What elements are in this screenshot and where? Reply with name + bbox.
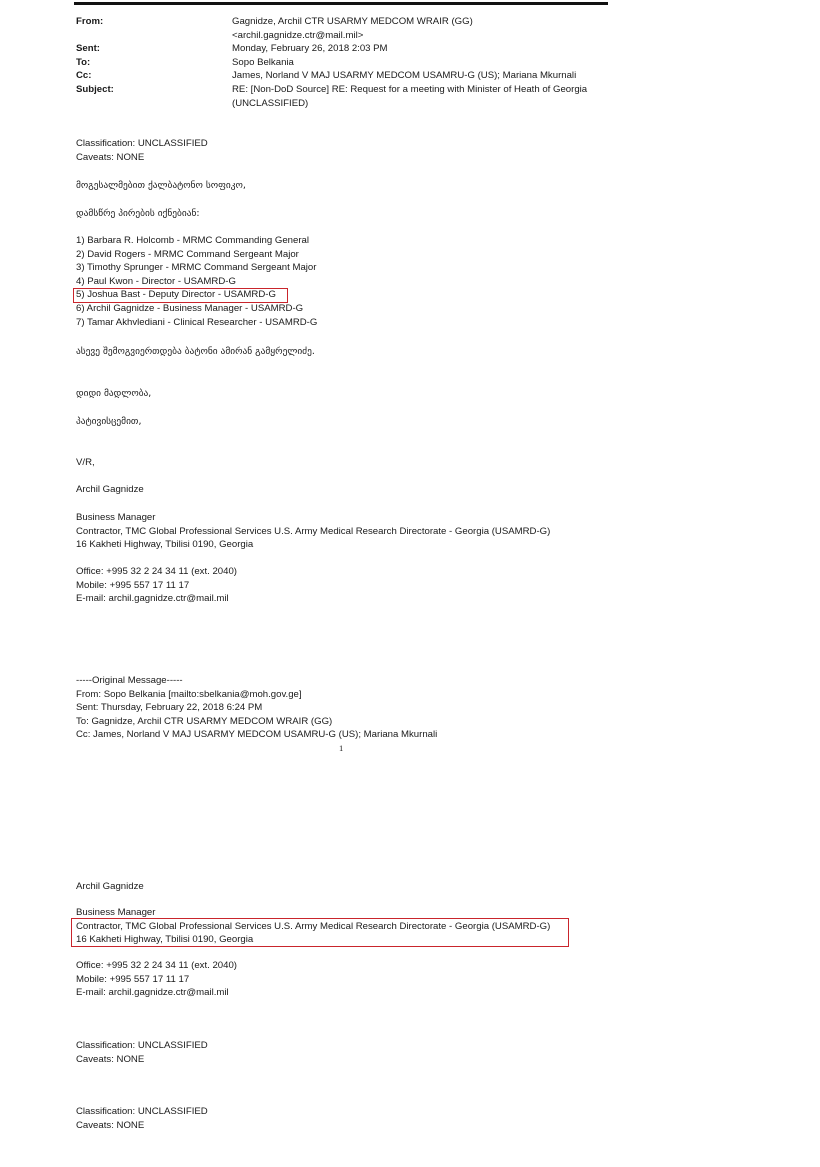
cc-value: James, Norland V MAJ USARMY MEDCOM USAMRU-G (US); Mariana Mkurnali — [232, 70, 577, 82]
signature-block — [76, 511, 636, 552]
page-number: 1 — [339, 743, 344, 753]
caveats-text: Caveats: NONE — [76, 1053, 145, 1065]
from-label: From: — [76, 16, 104, 27]
caveats-text: Caveats: NONE — [76, 151, 145, 163]
classification-text: Classification: UNCLASSIFIED — [76, 138, 208, 149]
signature-org: Contractor, TMC Global Professional Services U.S. Army Medical Research Directorate - Georgia (USAMRD-G) — [76, 525, 551, 537]
caveats-text: Caveats: NONE — [76, 1119, 145, 1131]
cc-label: Cc: — [76, 70, 92, 82]
regards-line: პატივისცემით, — [76, 416, 142, 427]
highlight-box-organization — [71, 918, 569, 947]
to-label: To: — [76, 56, 91, 68]
list-item: 5) Joshua Bast - Deputy Director - USAMRD-G — [76, 289, 276, 301]
sent-value: Monday, February 26, 2018 2:03 PM — [232, 43, 388, 55]
office-phone: Office: +995 32 2 24 34 11 (ext. 2040) — [76, 566, 237, 577]
list-item: 7) Tamar Akhvlediani - Clinical Researcher - USAMRD-G — [76, 316, 318, 328]
thanks-line: დიდი მადლობა, — [76, 388, 152, 399]
contact-block-2 — [76, 959, 636, 1000]
contact-block — [76, 565, 636, 606]
email-address[interactable]: E-mail: archil.gagnidze.ctr@mail.mil — [76, 987, 229, 999]
to-row — [76, 56, 616, 70]
classification-top — [76, 137, 636, 164]
also-attending: ასევე შემოგვიერთდება ბატონი ამირან გამყრელიძე. — [76, 346, 315, 357]
classification-mid — [76, 1039, 636, 1066]
list-item: 1) Barbara R. Holcomb - MRMC Commanding General — [76, 235, 309, 246]
signature-address: 16 Kakheti Highway, Tbilisi 0190, Georgia — [76, 934, 254, 946]
mobile-phone: Mobile: +995 557 17 11 17 — [76, 579, 190, 591]
email-address[interactable]: E-mail: archil.gagnidze.ctr@mail.mil — [76, 593, 229, 605]
signature-title: Business Manager — [76, 512, 156, 523]
classification-text: Classification: UNCLASSIFIED — [76, 1040, 208, 1051]
subject-value-cont: (UNCLASSIFIED) — [232, 97, 309, 109]
from-email[interactable]: <archil.gagnidze.ctr@mail.mil> — [232, 29, 364, 41]
original-sent: Sent: Thursday, February 22, 2018 6:24 PM — [76, 702, 263, 714]
highlight-box-attendee — [73, 288, 288, 303]
signature-name: Archil Gagnidze — [76, 484, 144, 495]
classification-bottom — [76, 1105, 636, 1132]
signature-org: Contractor, TMC Global Professional Services U.S. Army Medical Research Directorate - Georgia (USAMRD-G) — [76, 920, 551, 932]
list-item: 4) Paul Kwon - Director - USAMRD-G — [76, 275, 236, 287]
list-item: 3) Timothy Sprunger - MRMC Command Sergeant Major — [76, 262, 317, 274]
original-cc: Cc: James, Norland V MAJ USARMY MEDCOM USAMRU-G (US); Mariana Mkurnali — [76, 729, 438, 741]
header-rule — [74, 2, 608, 5]
signature-title: Business Manager — [76, 907, 156, 918]
from-row — [76, 15, 616, 42]
signoff: V/R, — [76, 457, 95, 468]
greeting: მოგესალმებით ქალბატონო სოფიკო, — [76, 180, 246, 191]
list-item: 6) Archil Gagnidze - Business Manager - USAMRD-G — [76, 302, 304, 314]
signature-address: 16 Kakheti Highway, Tbilisi 0190, Georgia — [76, 539, 254, 551]
to-value: Sopo Belkania — [232, 56, 294, 68]
subject-row — [76, 83, 616, 110]
signature-name-2: Archil Gagnidze — [76, 881, 144, 892]
original-message — [76, 674, 636, 742]
office-phone: Office: +995 32 2 24 34 11 (ext. 2040) — [76, 960, 237, 971]
sent-label: Sent: — [76, 43, 100, 55]
cc-row — [76, 69, 616, 83]
sent-row — [76, 42, 616, 56]
subject-value: RE: [Non-DoD Source] RE: Request for a meeting with Minister of Heath of Georgia — [232, 83, 588, 95]
mobile-phone: Mobile: +995 557 17 11 17 — [76, 973, 190, 985]
attendee-list — [76, 234, 636, 329]
original-to: To: Gagnidze, Archil CTR USARMY MEDCOM WRAIR (GG) — [76, 715, 333, 727]
classification-text: Classification: UNCLASSIFIED — [76, 1106, 208, 1117]
original-marker: -----Original Message----- — [76, 675, 183, 686]
list-item: 2) David Rogers - MRMC Command Sergeant Major — [76, 248, 299, 260]
original-from: From: Sopo Belkania [mailto:sbelkania@moh.gov.ge] — [76, 688, 302, 700]
from-value: Gagnidze, Archil CTR USARMY MEDCOM WRAIR (GG) — [232, 16, 473, 27]
subject-label: Subject: — [76, 83, 114, 95]
email-header — [76, 15, 616, 110]
attendees-intro: დამსწრე პირების იქნებიან: — [76, 208, 200, 219]
